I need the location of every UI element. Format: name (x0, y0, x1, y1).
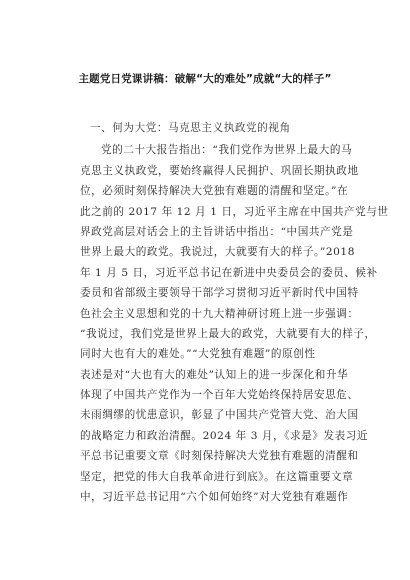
body-line: 平总书记重要文章《时刻保持解决大党独有难题的清醒和 (80, 450, 359, 463)
body-line: 表述是对“大也有大的难处”认知上的进一步深化和升华 (80, 368, 349, 381)
body-line: 年 1 月 5 日，习近平总书记在新进中央委员会的委员、候补 (80, 266, 378, 279)
body-line: 坚定，把党的伟大自我革命进行到底》。在这篇重要文章 (80, 470, 354, 483)
body-line: 此之前的 2017 年 12 月 1 日，习近平主席在中国共产党与世 (80, 205, 389, 218)
body-line: 未雨绸缪的忧患意识，彰显了中国共产党管大党、治大国 (80, 409, 359, 422)
body-line: 党的二十大报告指出：“我们党作为世界上最大的马 (101, 144, 353, 157)
body-line: 世界上最大的政党。我说过，大就要有大的样子。”2018 (80, 246, 355, 259)
body-line: 色社会主义思想和党的十九大精神研讨班上进一步强调： (80, 307, 359, 320)
body-line: 的战略定力和政治清醒。2024 年 3 月，《求是》发表习近 (80, 429, 369, 442)
document-body (80, 118, 389, 507)
body-line: “我说过，我们党是世界上最大的政党，大就要有大的样子， (80, 327, 376, 340)
body-line: 克思主义执政党，要始终赢得人民拥护、巩固长期执政地 (80, 164, 359, 177)
body-line: 中，习近平总书记用“六个如何始终”对大党独有难题作 (80, 491, 349, 504)
body-line: 界政党高层对话会上的主旨讲话中指出：“中国共产党是 (80, 225, 354, 238)
body-line: 委员和省部级主要领导干部学习贯彻习近平新时代中国特 (80, 287, 359, 300)
body-line: 体现了中国共产党作为一个百年大党始终保持居安思危、 (80, 389, 359, 402)
document-title: 主题党日党课讲稿：破解“大的难处”成就“大的样子” (78, 73, 332, 85)
body-line: 位，必须时刻保持解决大党独有难题的清醒和坚定。”在 (80, 185, 349, 198)
body-line: 同时大也有大的难处。”“大党独有难题”的原创性 (80, 348, 316, 361)
section-heading: 一、何为大党：马克思主义执政党的视角 (90, 122, 291, 134)
